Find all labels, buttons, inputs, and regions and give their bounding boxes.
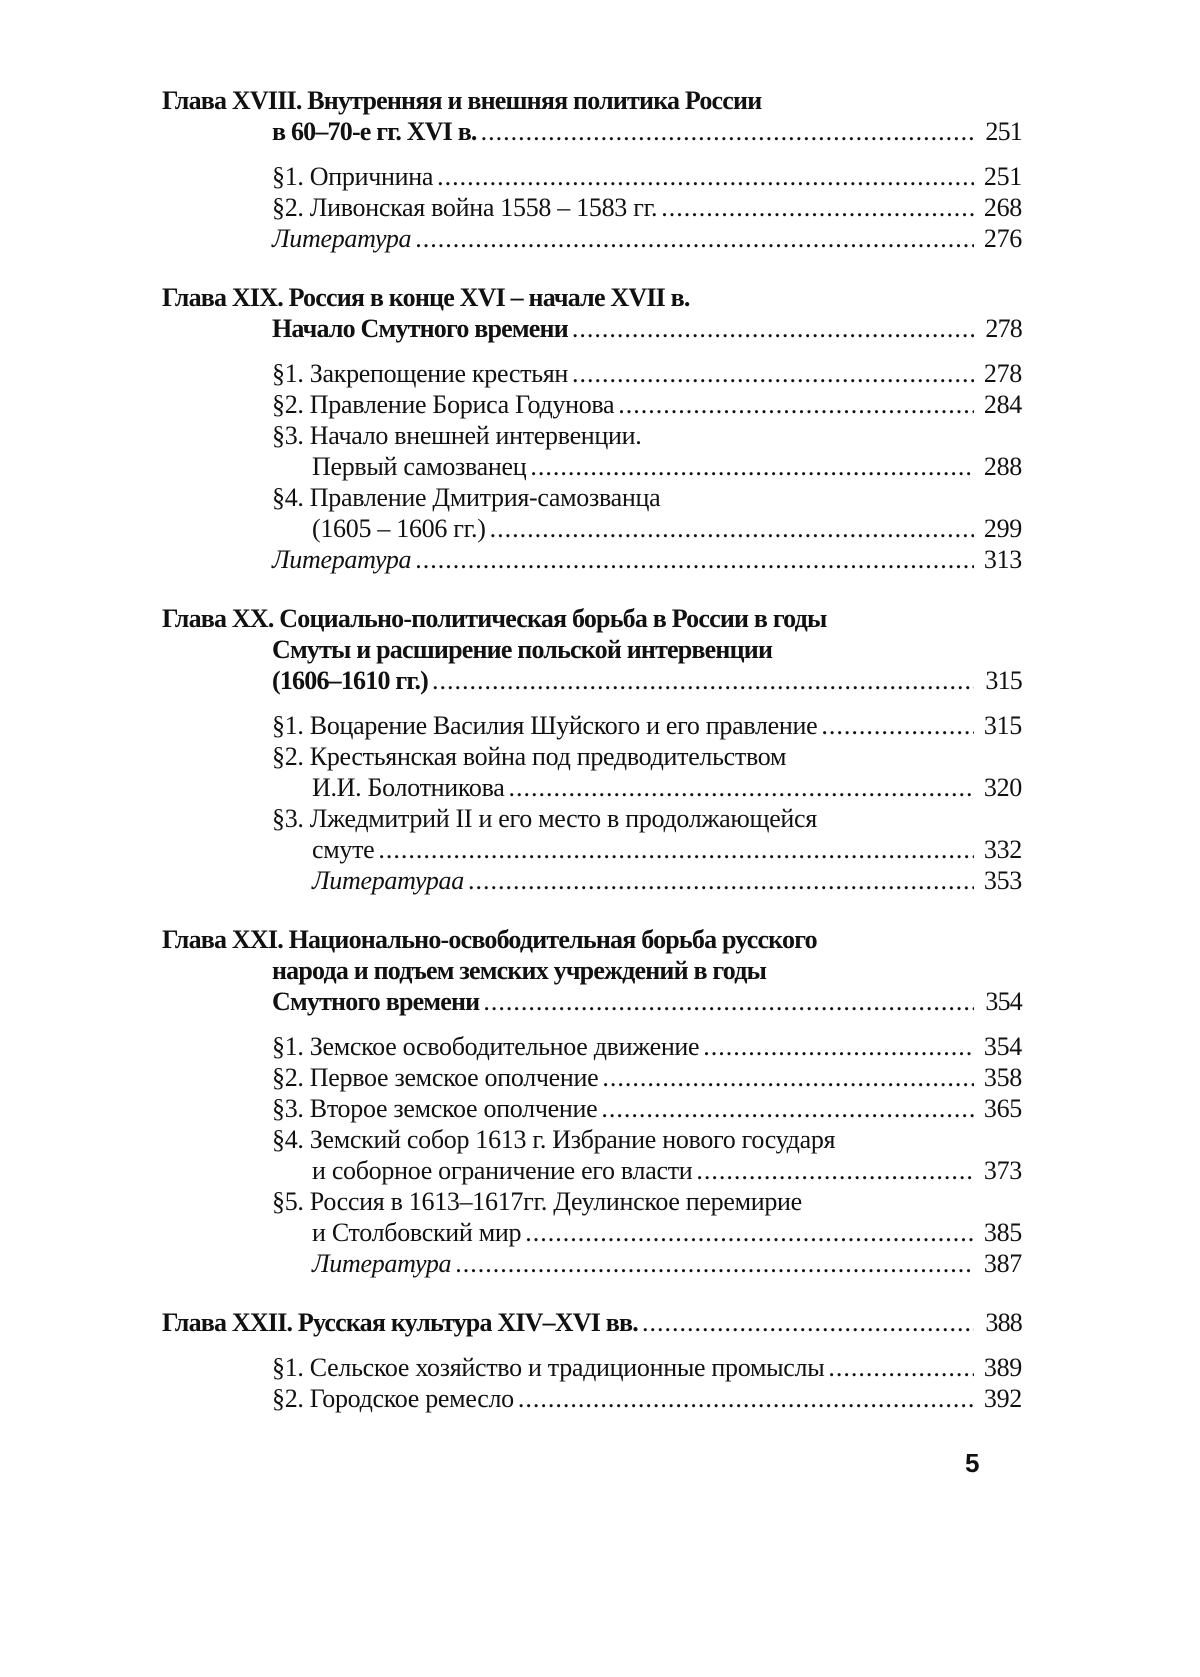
section-title-text: §1. Воцарение Василия Шуйского и его правление (272, 711, 818, 740)
dot-leader (415, 544, 974, 575)
chapter-page-number: 278 (985, 314, 1022, 343)
section-title-text: (1605 – 1606 гг.) (312, 514, 486, 543)
chapter-page-number: 388 (985, 1308, 1022, 1337)
section-page-number: 276 (983, 224, 1022, 253)
section-page-number: 385 (983, 1218, 1022, 1247)
dot-leader (518, 1383, 974, 1414)
section-page-number: 387 (983, 1249, 1022, 1278)
section-title-text: §2. Правление Бориса Годунова (272, 390, 615, 419)
toc-chapter (162, 85, 1022, 254)
section-line (162, 161, 1022, 192)
chapter-title-line: народа и подъем земских учреждений в годы (272, 956, 767, 985)
section-page-number: 358 (983, 1063, 1022, 1092)
section-page-number: 315 (983, 711, 1022, 740)
dot-leader (481, 116, 974, 147)
section-line (162, 1155, 1022, 1186)
dot-leader (618, 389, 974, 420)
chapter-title-line (162, 313, 1022, 344)
section-page-number: 284 (983, 390, 1022, 419)
section-entry (162, 1124, 1022, 1186)
section-line (162, 865, 1022, 896)
literature-entry (162, 865, 1022, 896)
section-list (162, 161, 1022, 254)
section-page-number: 353 (983, 866, 1022, 895)
section-entry (162, 161, 1022, 192)
dot-leader (696, 1155, 974, 1186)
section-line (162, 710, 1022, 741)
chapter-title-text: Глава XXII. Русская культура XIV–XVI вв. (162, 1308, 638, 1337)
section-title-text: И.И. Болотникова (312, 773, 505, 802)
section-page-number: 392 (983, 1384, 1022, 1413)
chapter-page-number: 251 (985, 117, 1022, 146)
section-line (162, 834, 1022, 865)
chapter-title-text: в 60–70-е гг. XVI в. (272, 117, 477, 146)
section-title-text: смуте (312, 835, 375, 864)
section-title-text: §2. Ливонская война 1558 – 1583 гг. (272, 193, 658, 222)
dot-leader (508, 772, 974, 803)
section-title-text: Первый самозванец (312, 452, 527, 481)
section-line (162, 192, 1022, 223)
section-page-number: 299 (983, 514, 1022, 543)
section-title-text: §1. Сельское хозяйство и традиционные промыслы (272, 1353, 825, 1382)
chapter-page-number: 354 (985, 987, 1022, 1016)
chapter-title-line: Смуты и расширение польской интервенции (272, 635, 773, 664)
section-title-text: Литература (312, 1249, 452, 1278)
section-line: §3. Лжедмитрий II и его место в продолжающейся (272, 804, 817, 833)
dot-leader (455, 1248, 974, 1279)
section-entry (162, 741, 1022, 803)
dot-leader (468, 865, 974, 896)
chapter-title-text: Начало Смутного времени (272, 314, 568, 343)
dot-leader (415, 223, 974, 254)
section-line (162, 451, 1022, 482)
chapter-title-line: Глава XVIII. Внутренняя и внешняя политика России (162, 86, 762, 115)
dot-leader (703, 1031, 974, 1062)
chapter-title-line: Глава XX. Социально-политическая борьба в России в годы (162, 604, 827, 633)
section-entry (162, 192, 1022, 223)
chapter-page-number: 315 (985, 666, 1022, 695)
dot-leader (483, 986, 974, 1017)
section-entry (162, 358, 1022, 389)
chapter-title-line (162, 116, 1022, 147)
chapter-title (162, 85, 1022, 147)
dot-leader (432, 665, 974, 696)
section-list (162, 710, 1022, 896)
chapter-title (162, 1307, 1022, 1338)
section-entry (162, 710, 1022, 741)
section-page-number: 389 (983, 1353, 1022, 1382)
dot-leader (378, 834, 974, 865)
section-title-text: Литератураа (312, 866, 464, 895)
section-list (162, 358, 1022, 575)
section-entry (162, 389, 1022, 420)
section-line (162, 1383, 1022, 1414)
toc-chapter (162, 282, 1022, 575)
section-line (162, 1031, 1022, 1062)
chapter-title-line: Глава XIX. Россия в конце XVI – начале XVII в. (162, 283, 690, 312)
section-line (162, 1352, 1022, 1383)
literature-entry (162, 1248, 1022, 1279)
section-line: §5. Россия в 1613–1617гг. Деулинское перемирие (272, 1187, 802, 1216)
section-entry (162, 1383, 1022, 1414)
section-title-text: §3. Второе земское ополчение (272, 1094, 598, 1123)
section-page-number: 251 (983, 162, 1022, 191)
section-title-text: и Столбовский мир (312, 1218, 522, 1247)
chapter-title-text: Смутного времени (272, 987, 480, 1016)
section-entry (162, 1062, 1022, 1093)
dot-leader (821, 710, 974, 741)
toc-chapter (162, 1307, 1022, 1414)
section-page-number: 313 (983, 545, 1022, 574)
chapter-title-line: Глава XXI. Национально-освободительная борьба русского (162, 925, 817, 954)
section-line (162, 1093, 1022, 1124)
dot-leader (530, 451, 974, 482)
section-line (162, 1217, 1022, 1248)
dot-leader (661, 192, 974, 223)
chapter-title-text: (1606–1610 гг.) (272, 666, 428, 695)
dot-leader (525, 1217, 974, 1248)
section-title-text: Литература (272, 224, 412, 253)
section-entry (162, 482, 1022, 544)
section-entry (162, 1093, 1022, 1124)
section-line: §3. Начало внешней интервенции. (272, 421, 642, 450)
chapter-title (162, 603, 1022, 696)
section-entry (162, 1186, 1022, 1248)
section-entry (162, 420, 1022, 482)
chapter-title-line (162, 986, 1022, 1017)
dot-leader (601, 1093, 974, 1124)
dot-leader (602, 1062, 974, 1093)
section-page-number: 365 (983, 1094, 1022, 1123)
section-line (162, 513, 1022, 544)
section-page-number: 373 (983, 1156, 1022, 1185)
section-title-text: §2. Первое земское ополчение (272, 1063, 599, 1092)
dot-leader (572, 313, 974, 344)
dot-leader (437, 161, 974, 192)
section-line (162, 1062, 1022, 1093)
chapter-title (162, 282, 1022, 344)
literature-entry (162, 223, 1022, 254)
dot-leader (828, 1352, 974, 1383)
section-line: §4. Правление Дмитрия-самозванца (272, 483, 661, 512)
section-line (162, 358, 1022, 389)
chapter-title (162, 924, 1022, 1017)
section-title-text: Литература (272, 545, 412, 574)
section-page-number: 268 (983, 193, 1022, 222)
dot-leader (572, 358, 974, 389)
literature-entry (162, 544, 1022, 575)
dot-leader (642, 1307, 974, 1338)
section-title-text: §2. Городское ремесло (272, 1384, 514, 1413)
section-title-text: и соборное ограничение его власти (312, 1156, 693, 1185)
toc-chapter (162, 924, 1022, 1279)
section-line (162, 544, 1022, 575)
page-number: 5 (965, 1448, 980, 1478)
section-page-number: 278 (983, 359, 1022, 388)
section-line: §4. Земский собор 1613 г. Избрание нового государя (272, 1125, 836, 1154)
section-page-number: 332 (983, 835, 1022, 864)
chapter-title-line (162, 1307, 1022, 1338)
section-title-text: §1. Опричнина (272, 162, 434, 191)
section-line: §2. Крестьянская война под предводительством (272, 742, 787, 771)
section-title-text: §1. Земское освободительное движение (272, 1032, 700, 1061)
section-line (162, 772, 1022, 803)
section-list (162, 1352, 1022, 1414)
section-entry (162, 1352, 1022, 1383)
section-line (162, 223, 1022, 254)
section-entry (162, 803, 1022, 865)
section-entry (162, 1031, 1022, 1062)
section-page-number: 288 (983, 452, 1022, 481)
section-line (162, 1248, 1022, 1279)
section-title-text: §1. Закрепощение крестьян (272, 359, 569, 388)
toc-chapter (162, 603, 1022, 896)
section-line (162, 389, 1022, 420)
section-page-number: 320 (983, 773, 1022, 802)
table-of-contents (162, 85, 1022, 1442)
section-page-number: 354 (983, 1032, 1022, 1061)
chapter-title-line (162, 665, 1022, 696)
section-list (162, 1031, 1022, 1279)
dot-leader (490, 513, 974, 544)
